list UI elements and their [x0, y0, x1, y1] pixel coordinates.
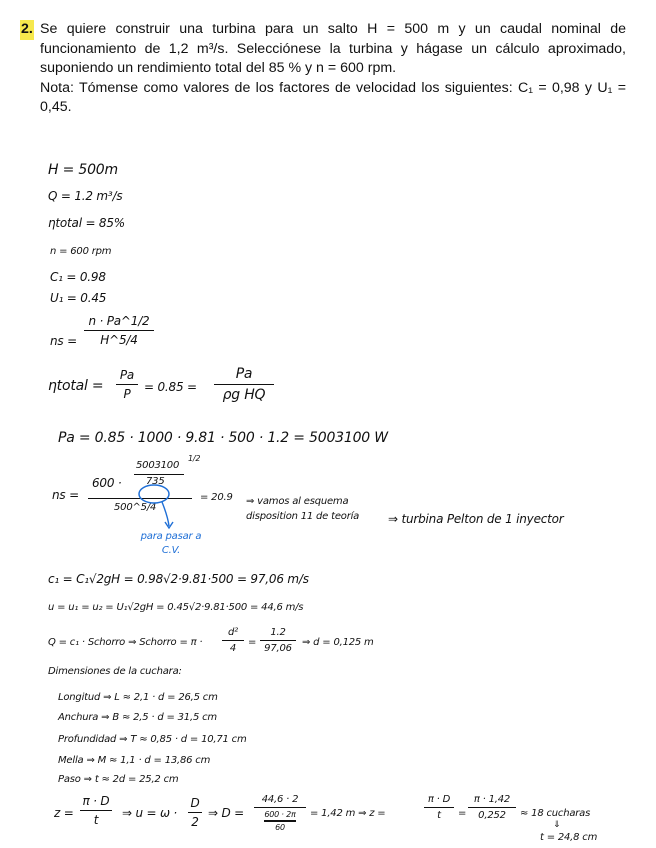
- ns-calc-inner-num: 5003100: [136, 460, 180, 471]
- final-f3-num: 44,6 · 2: [261, 794, 299, 805]
- fraction-bar: [260, 640, 296, 641]
- final-f3-den2: 60: [275, 822, 285, 832]
- blue-note: para pasar a C.V.: [140, 531, 202, 556]
- final-fraction-5: [468, 794, 516, 821]
- dim-profundidad: Profundidad ⇒ T ≈ 0,85 · d = 10,71 cm: [58, 734, 247, 745]
- down-arrow: ⇓: [553, 820, 561, 830]
- q-fraction-2: [260, 627, 296, 654]
- data-c1: C₁ = 0.98: [50, 270, 106, 284]
- ns-calc-lhs: ns =: [52, 488, 79, 502]
- fraction-bar: [134, 474, 184, 475]
- fraction-bar: [222, 640, 244, 641]
- dim-paso: Paso ⇒ t ≈ 2d = 25,2 cm: [58, 774, 179, 785]
- velocity-c1: c₁ = C₁√2gH = 0.98√2·9.81·500 = 97,06 m/s: [48, 572, 309, 586]
- final-d-res: = 1,42 m ⇒ z =: [310, 808, 386, 819]
- fraction-bar: [424, 807, 454, 808]
- eff-lhs: ηtotal =: [48, 378, 104, 394]
- q-f1-num: d²: [228, 627, 238, 638]
- final-eq: =: [458, 808, 467, 819]
- final-f5-den: 0,252: [478, 810, 506, 822]
- data-q: Q = 1.2 m³/s: [48, 189, 123, 203]
- eff-f2-num: Pa: [235, 366, 253, 382]
- problem-note: Nota: Tómense como valores de los factores de velocidad los siguientes: C₁ = 0,98 y U₁ = 0,45.: [40, 79, 626, 116]
- final-fraction-1: [80, 794, 112, 827]
- final-f1-num: π · D: [82, 794, 110, 808]
- ns-calc-exp: 1/2: [188, 454, 201, 463]
- final-arrow-1: ⇒ u = ω ·: [122, 806, 178, 820]
- problem-statement: [16, 20, 626, 118]
- final-f1-den: t: [93, 813, 99, 828]
- pa-line: Pa = 0.85 · 1000 · 9.81 · 500 · 1.2 = 5003100 W: [58, 430, 388, 446]
- q-line-text: Q = c₁ · Schorro ⇒ Schorro = π ·: [48, 637, 203, 648]
- q-result: ⇒ d = 0,125 m: [302, 637, 374, 648]
- final-z1: z =: [54, 806, 74, 820]
- ns-formula-lhs: ns =: [50, 334, 77, 348]
- ns-calc-conclusion: ⇒ turbina Pelton de 1 inyector: [388, 512, 564, 526]
- fraction-bar: [84, 330, 154, 331]
- final-arrow-2: ⇒ D =: [208, 806, 244, 820]
- ns-formula-den: H^5/4: [100, 333, 138, 348]
- final-f5-num: π · 1,42: [473, 794, 511, 805]
- fraction-bar: [116, 384, 138, 385]
- eff-f1-den: P: [123, 387, 131, 402]
- q-eq: =: [248, 637, 257, 648]
- fraction-bar: [214, 384, 274, 385]
- dim-longitud: Longitud ⇒ L ≈ 2,1 · d = 26,5 cm: [58, 692, 218, 703]
- fraction-bar: [264, 820, 295, 821]
- ns-formula-fraction: [84, 314, 154, 347]
- final-fraction-2: [188, 796, 202, 829]
- ns-calc-inner-den: 735: [146, 476, 165, 487]
- final-f3-den: 600 · 2π: [264, 810, 296, 820]
- eff-mid: = 0.85 =: [144, 380, 197, 394]
- fraction-bar: [188, 812, 202, 813]
- data-n: n = 600 rpm: [50, 246, 112, 257]
- ns-calc-comment: ⇒ vamos al esquema disposition 11 de teoría: [246, 496, 360, 522]
- final-fraction-3: [254, 794, 306, 832]
- data-eta: ηtotal = 85%: [48, 216, 126, 230]
- final-f4-den: t: [437, 810, 441, 822]
- final-fraction-4: [424, 794, 454, 821]
- velocity-u: u = u₁ = u₂ = U₁√2gH = 0.45√2·9.81·500 = 44,6 m/s: [48, 602, 304, 613]
- problem-paragraph: Se quiere construir una turbina para un salto H = 500 m y un caudal nominal de funcionamiento de 1,2 m³/s. Selecciónese la turbina y hágase un cálculo aproximado, suponiendo un rendimiento total del 85 % y n = 600 rpm.: [40, 21, 626, 77]
- eff-f1-num: Pa: [119, 368, 135, 382]
- ns-calc-num-prefix: 600 ·: [92, 476, 122, 490]
- final-t-note: t = 24,8 cm: [540, 832, 598, 843]
- eff-fraction-1: [116, 368, 138, 401]
- data-h: H = 500m: [48, 162, 118, 178]
- problem-number: 2.: [20, 20, 34, 40]
- q-f1-den: 4: [229, 643, 237, 655]
- ns-formula-num: n · Pa^1/2: [88, 314, 150, 328]
- dims-title: Dimensiones de la cuchara:: [48, 666, 182, 677]
- ns-calc-result: = 20.9: [200, 492, 233, 503]
- final-f4-num: π · D: [427, 794, 451, 805]
- final-f2-den: 2: [191, 815, 199, 830]
- fraction-bar: [80, 810, 112, 811]
- eff-f2-den: ρg HQ: [222, 387, 266, 404]
- q-f2-den: 97,06: [264, 643, 292, 655]
- dim-anchura: Anchura ⇒ B ≈ 2,5 · d = 31,5 cm: [58, 712, 217, 723]
- data-u1: U₁ = 0.45: [50, 291, 107, 305]
- q-fraction-1: [222, 627, 244, 654]
- ns-calc-den: 500^5/4: [114, 502, 157, 513]
- q-f2-num: 1.2: [270, 627, 286, 638]
- fraction-bar: [468, 807, 516, 808]
- fraction-bar: [254, 807, 306, 808]
- final-z-res: ≈ 18 cucharas: [520, 808, 591, 819]
- dim-mella: Mella ⇒ M ≈ 1,1 · d = 13,86 cm: [58, 755, 211, 766]
- final-f2-num: D: [190, 796, 200, 810]
- eff-fraction-2: [214, 366, 274, 403]
